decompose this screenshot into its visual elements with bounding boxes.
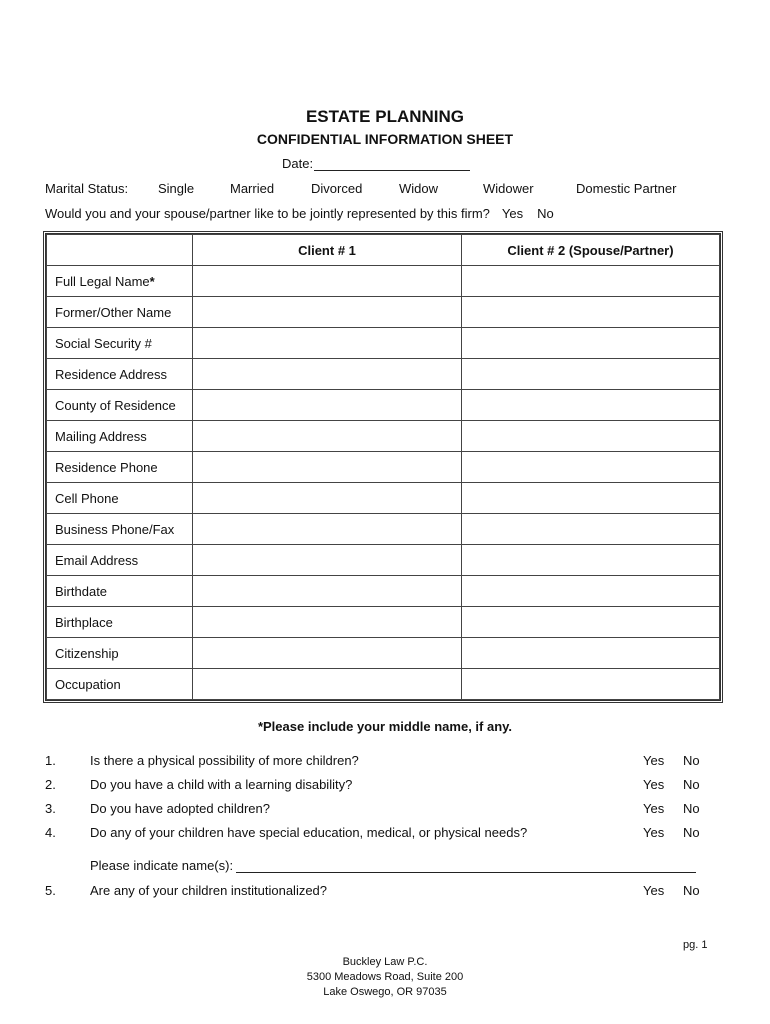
no-option[interactable]: No [683, 883, 700, 898]
client-1-header: Client # 1 [193, 235, 462, 266]
client-1-field[interactable] [193, 452, 462, 483]
client-1-field[interactable] [193, 483, 462, 514]
row-label [47, 483, 193, 514]
names-label: Please indicate name(s): [90, 858, 234, 873]
client-2-field[interactable] [462, 421, 720, 452]
row-label-text: Business Phone/Fax [55, 521, 175, 537]
table-row [47, 607, 720, 638]
row-label-text: Full Legal Name [55, 273, 150, 289]
table-row [47, 576, 720, 607]
row-label [47, 359, 193, 390]
row-label-text: Former/Other Name [55, 304, 172, 320]
footer-address-line-1: 5300 Meadows Road, Suite 200 [306, 971, 464, 983]
table-row [47, 669, 720, 700]
question-number: 3. [45, 801, 56, 816]
table-row [47, 266, 720, 297]
client-1-field[interactable] [193, 607, 462, 638]
no-option[interactable]: No [683, 753, 700, 768]
row-label [47, 514, 193, 545]
table-row [47, 297, 720, 328]
table-row [47, 545, 720, 576]
page-title: ESTATE PLANNING [305, 107, 465, 126]
table-row [47, 483, 720, 514]
table-row [47, 638, 720, 669]
row-label-text: Cell Phone [55, 490, 119, 506]
table-row [47, 421, 720, 452]
client-1-field[interactable] [193, 328, 462, 359]
question-text: Are any of your children institutionalized? [90, 883, 328, 898]
middle-name-note: *Please include your middle name, if any. [257, 719, 513, 734]
marital-option-married[interactable]: Married [230, 181, 275, 196]
client-2-field[interactable] [462, 483, 720, 514]
client-info-table [43, 231, 723, 703]
row-label [47, 297, 193, 328]
row-label-text: Occupation [55, 676, 121, 692]
marital-option-widow[interactable]: Widow [399, 181, 439, 196]
joint-no-option[interactable]: No [537, 206, 554, 221]
client-1-field[interactable] [193, 359, 462, 390]
marital-option-domestic-partner[interactable]: Domestic Partner [576, 181, 677, 196]
row-label-text: Residence Phone [55, 459, 158, 475]
table-row [47, 390, 720, 421]
row-label-text: Birthplace [55, 614, 113, 630]
joint-yes-option[interactable]: Yes [501, 206, 524, 221]
row-label [47, 607, 193, 638]
row-label [47, 390, 193, 421]
question-number: 2. [45, 777, 56, 792]
client-2-field[interactable] [462, 669, 720, 700]
joint-representation-row [45, 206, 554, 221]
client-1-field[interactable] [193, 545, 462, 576]
required-star: * [149, 273, 155, 289]
row-label [47, 545, 193, 576]
row-label [47, 328, 193, 359]
page-number: pg. 1 [683, 939, 708, 951]
question-text: Do you have adopted children? [90, 801, 270, 816]
row-label-text: Email Address [55, 552, 139, 568]
footer-address-line-2: Lake Oswego, OR 97035 [323, 986, 447, 998]
client-2-field[interactable] [462, 297, 720, 328]
row-label-text: Birthdate [55, 583, 108, 599]
question-text: Do any of your children have special education, medical, or physical needs? [90, 825, 528, 840]
client-2-field[interactable] [462, 638, 720, 669]
client-1-field[interactable] [193, 266, 462, 297]
question-number: 5. [45, 883, 56, 898]
row-label [47, 669, 193, 700]
question-text: Is there a physical possibility of more children? [90, 753, 359, 768]
row-label [47, 576, 193, 607]
client-2-field[interactable] [462, 514, 720, 545]
client-2-field[interactable] [462, 390, 720, 421]
row-label [47, 266, 193, 297]
client-1-field[interactable] [193, 421, 462, 452]
table-row [47, 359, 720, 390]
row-label-text: County of Residence [55, 397, 176, 413]
question-number: 1. [45, 753, 56, 768]
table-corner-cell [47, 235, 193, 266]
page-subtitle: CONFIDENTIAL INFORMATION SHEET [256, 131, 514, 147]
marital-option-single[interactable]: Single [158, 181, 195, 196]
yes-option[interactable]: Yes [643, 777, 665, 792]
marital-status-label: Marital Status: [45, 181, 129, 196]
client-1-field[interactable] [193, 390, 462, 421]
footer [0, 955, 770, 1000]
client-1-field[interactable] [193, 297, 462, 328]
date-field[interactable] [314, 156, 470, 171]
names-field[interactable] [236, 858, 696, 873]
date-label: Date: [282, 156, 314, 171]
client-2-field[interactable] [462, 452, 720, 483]
client-2-field[interactable] [462, 576, 720, 607]
joint-question: Would you and your spouse/partner like to be jointly represented by this firm? [45, 206, 490, 221]
client-2-field[interactable] [462, 266, 720, 297]
row-label [47, 452, 193, 483]
yes-option[interactable]: Yes [643, 825, 665, 840]
row-label-text: Residence Address [55, 366, 168, 382]
row-label-text: Social Security # [55, 335, 152, 351]
table-row [47, 452, 720, 483]
yes-option[interactable]: Yes [643, 801, 665, 816]
table-header-row [47, 235, 720, 266]
client-2-field[interactable] [462, 328, 720, 359]
yes-option[interactable]: Yes [643, 753, 665, 768]
client-1-field[interactable] [193, 514, 462, 545]
no-option[interactable]: No [683, 825, 700, 840]
no-option[interactable]: No [683, 801, 700, 816]
marital-option-divorced[interactable]: Divorced [311, 181, 363, 196]
question-text: Do you have a child with a learning disability? [90, 777, 353, 792]
names-row [90, 858, 696, 873]
client-2-field[interactable] [462, 545, 720, 576]
client-2-field[interactable] [462, 359, 720, 390]
row-label [47, 421, 193, 452]
no-option[interactable]: No [683, 777, 700, 792]
client-1-field[interactable] [193, 576, 462, 607]
client-1-field[interactable] [193, 669, 462, 700]
client-1-field[interactable] [193, 638, 462, 669]
yes-option[interactable]: Yes [643, 883, 665, 898]
table-row [47, 514, 720, 545]
date-row [282, 156, 470, 171]
question-number: 4. [45, 825, 56, 840]
table-row [47, 328, 720, 359]
client-2-field[interactable] [462, 607, 720, 638]
footer-firm: Buckley Law P.C. [342, 956, 428, 968]
client-2-header: Client # 2 (Spouse/Partner) [462, 235, 720, 266]
marital-option-widower[interactable]: Widower [483, 181, 534, 196]
row-label-text: Mailing Address [55, 428, 147, 444]
row-label-text: Citizenship [55, 645, 119, 661]
row-label [47, 638, 193, 669]
